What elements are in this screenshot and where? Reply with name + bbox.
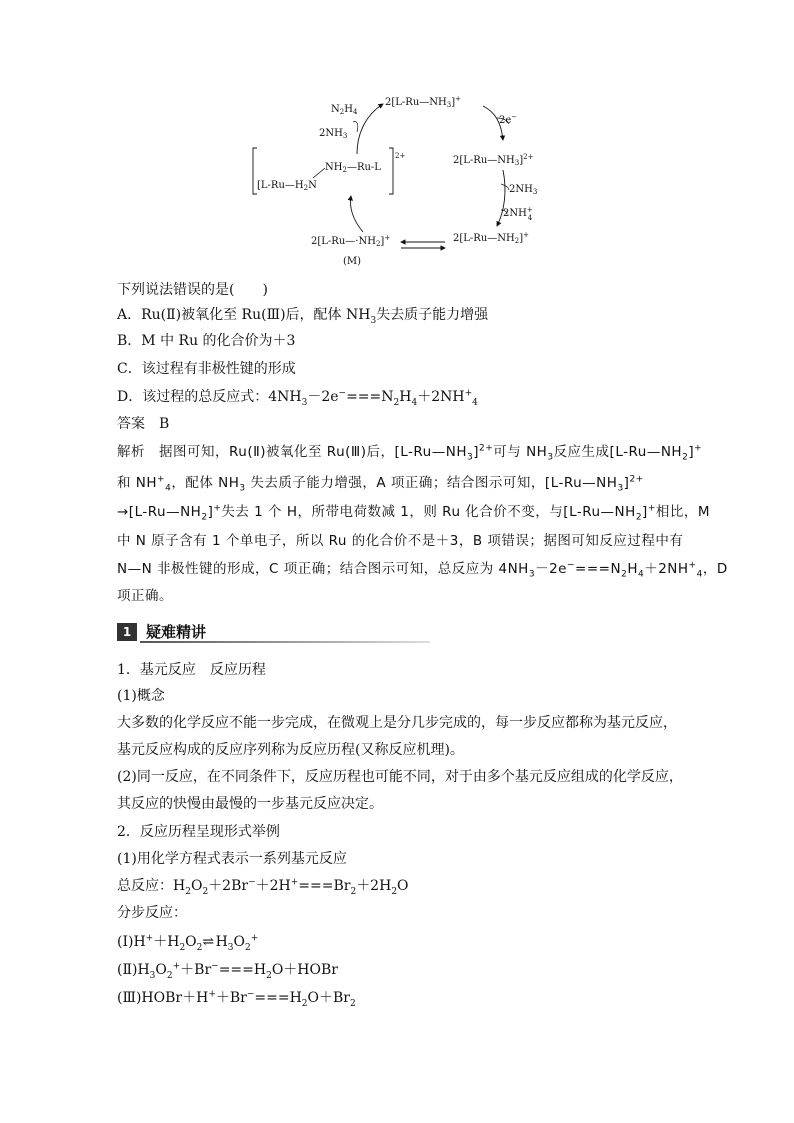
- top-species: $2[L-Ru—NH_3]^+$: [385, 95, 461, 109]
- analysis-line-5: N—N 非极性键的形成，C 项正确；结合图示可知，总反应为 $4NH_3-2e^-===N_2H_4+2NH^+_4$，D: [117, 560, 728, 580]
- paragraph-2-line-1: (2)同一反应，在不同条件下，反应历程也可能不同，对于由多个基元反应组成的化学反应，: [117, 769, 683, 785]
- option-a: A．Ru(Ⅱ)被氧化至 Ru(Ⅲ)后，配体 $NH_3$失去质子能力增强: [117, 307, 489, 326]
- steps-label: 分步反应：: [117, 905, 187, 921]
- bottom-left-species: $2[L-Ru—\cdot NH_2]^+$: [311, 234, 391, 248]
- analysis-line-2: 和 $NH^+_4$，配体 $NH_3$ 失去质子能力增强，A 项正确；结合图示可知，$[L-Ru—NH_3]^{2+}$: [117, 474, 644, 494]
- bracket-charge: 2+: [395, 152, 406, 160]
- electron-label: 2e−: [499, 113, 518, 126]
- analysis-line-1: 解析 据图可知，Ru(Ⅱ)被氧化至 Ru(Ⅲ)后，$[L-Ru—NH_3]^{2+}$可与 $NH_3$反应生成$[L-Ru—NH_2]^+$: [117, 443, 703, 463]
- right-species: $2[L-Ru—NH_3]^{2+}$: [453, 153, 534, 167]
- section-title: 疑难精讲: [146, 623, 207, 641]
- section-divider: [140, 641, 430, 643]
- step-1: $(Ⅰ)H^++H_2O_2\rightleftharpoons$ $H_3O_2^+$: [117, 933, 259, 953]
- option-d: D．该过程的总反应式：$4NH_3-2e^-===N_2H_4+2NH^+_4$: [117, 388, 478, 408]
- nh4-in-label: 2NH+ 4: [503, 206, 533, 222]
- top-left-nh3-label: $2NH_3$: [319, 128, 348, 140]
- analysis-line-4: 中 N 原子含有 1 个单电子，所以 Ru 的化合价不是＋3，B 项错误；据图可知反应过程中有: [117, 533, 684, 549]
- total-reaction: 总反应：$H_2O_2+2Br^-+2H^+===Br_2+2H_2O$: [117, 877, 409, 897]
- heading-2: 2．反应历程呈现形式举例: [117, 824, 280, 840]
- analysis-line-6: 项正确。: [117, 588, 173, 604]
- bottom-right-species: $2[L-Ru—NH_2]^+$: [453, 231, 529, 245]
- nh3-out-label: $2NH_3$: [509, 184, 538, 196]
- heading-1: 1．基元反应 反应历程: [117, 662, 266, 678]
- option-b: B．M 中 Ru 的化合价为＋3: [117, 333, 296, 349]
- question-stem: 下列说法错误的是( ): [117, 282, 268, 298]
- section-badge: 1: [117, 623, 137, 641]
- reaction-cycle-diagram: [245, 92, 555, 272]
- bracket-bottom: [$L-Ru—H_2N$: [257, 180, 317, 192]
- concept-line-2: 基元反应构成的反应序列称为反应历程(又称反应机理)。: [117, 742, 464, 758]
- analysis-line-3: $\to[L-Ru—NH_2]^+$失去 1 个 H，所带电荷数减 1，则 Ru 化合价不变，与$[L-Ru—NH_2]^+$相比，M: [117, 503, 711, 523]
- step-2: $(Ⅱ)H_3O_2^++Br^-===H_2O+HOBr$: [117, 961, 338, 981]
- paragraph-3: (1)用化学方程式表示一系列基元反应: [117, 851, 347, 867]
- answer-label: 答案 B: [117, 416, 170, 432]
- concept-line-1: 大多数的化学反应不能一步完成，在微观上是分几步完成的，每一步反应都称为基元反应，: [117, 715, 677, 731]
- paragraph-2-line-2: 其反应的快慢由最慢的一步基元反应决定。: [117, 796, 383, 812]
- option-c: C．该过程有非极性键的形成: [117, 361, 296, 377]
- step-3: $(Ⅲ)HOBr+H^++Br^-===H_2O+Br_2$: [117, 989, 356, 1009]
- bracket-top: $NH_2—Ru-L$: [325, 162, 381, 174]
- n2h4-label: $N_2H_4$: [331, 104, 358, 116]
- concept-label: (1)概念: [117, 688, 165, 704]
- m-label: (M): [343, 256, 362, 267]
